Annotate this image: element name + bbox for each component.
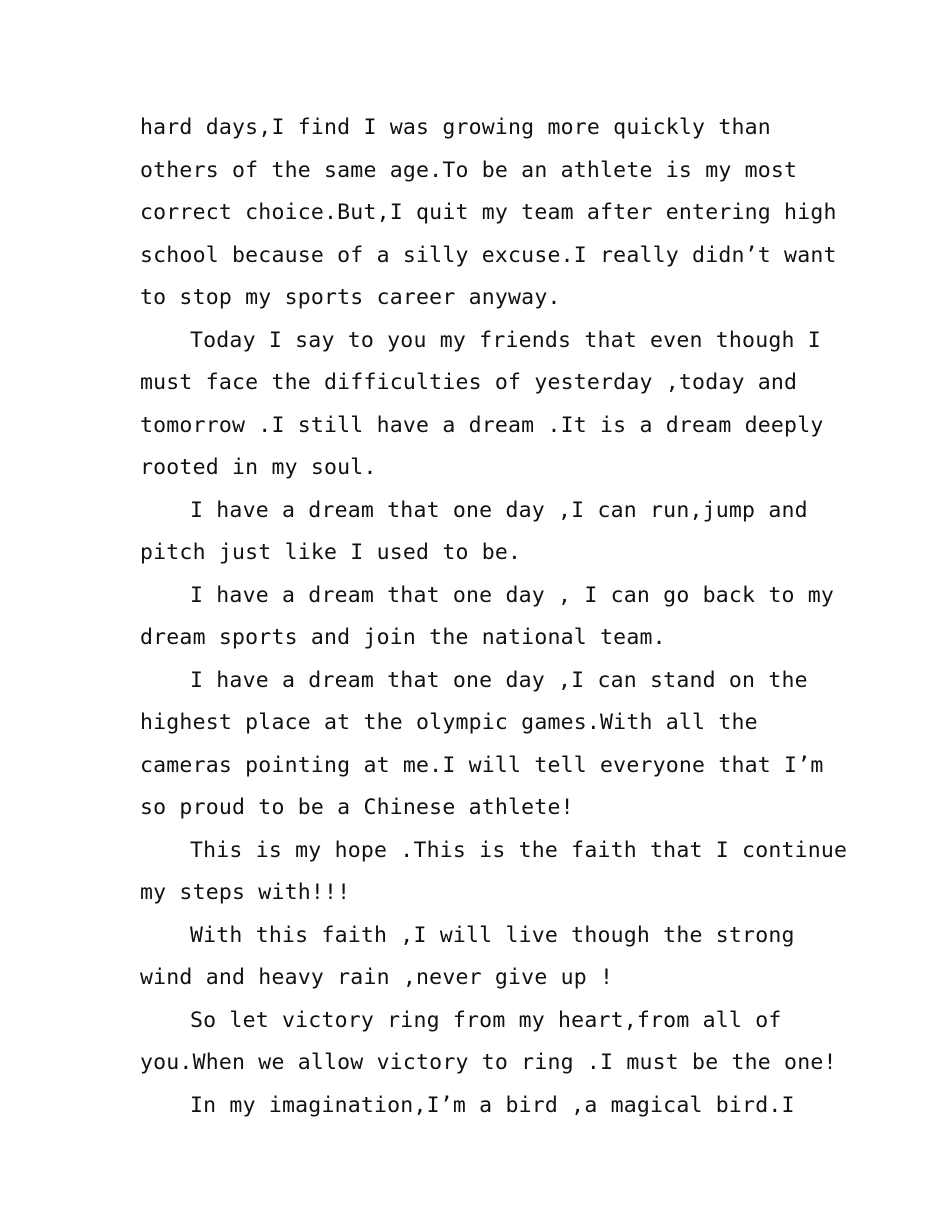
text-line: dream sports and join the national team. xyxy=(140,625,666,650)
paragraph-first-line: So let victory ring from my heart,from all of xyxy=(190,1007,782,1033)
text-line: cameras pointing at me.I will tell everyone that I’m xyxy=(140,752,824,778)
paragraph-first-line: I have a dream that one day ,I can run,jump and xyxy=(190,497,808,523)
text-line: pitch just like I used to be. xyxy=(140,540,522,565)
text-line: rooted in my soul. xyxy=(140,455,377,480)
paragraph-first-line: With this faith ,I will live though the strong xyxy=(190,922,795,948)
text-line: wind and heavy rain ,never give up ! xyxy=(140,965,614,990)
text-line: highest place at the olympic games.With all the xyxy=(140,710,758,735)
paragraph-first-line: In my imagination,I’m a bird ,a magical bird.I xyxy=(190,1092,795,1118)
text-line: hard days,I find I was growing more quickly than xyxy=(140,115,771,140)
text-line: tomorrow .I still have a dream .It is a dream deeply xyxy=(140,412,824,438)
text-line: others of the same age.To be an athlete is my most xyxy=(140,157,798,183)
paragraph-first-line: I have a dream that one day ,I can stand on the xyxy=(190,667,808,693)
document-body xyxy=(140,107,848,1127)
text-line: to stop my sports career anyway. xyxy=(140,285,561,310)
text-line: my steps with!!! xyxy=(140,880,351,905)
text-line: correct choice.But,I quit my team after entering high xyxy=(140,200,837,225)
text-line: you.When we allow victory to ring .I must be the one! xyxy=(140,1050,837,1075)
paragraph-first-line: This is my hope .This is the faith that I continue xyxy=(190,837,848,863)
text-line: so proud to be a Chinese athlete! xyxy=(140,795,574,820)
text-line: school because of a silly excuse.I really didn’t want xyxy=(140,242,837,268)
paragraph-first-line: I have a dream that one day , I can go back to my xyxy=(190,582,835,608)
paragraph-first-line: Today I say to you my friends that even though I xyxy=(190,327,821,353)
text-line: must face the difficulties of yesterday ,today and xyxy=(140,370,798,395)
